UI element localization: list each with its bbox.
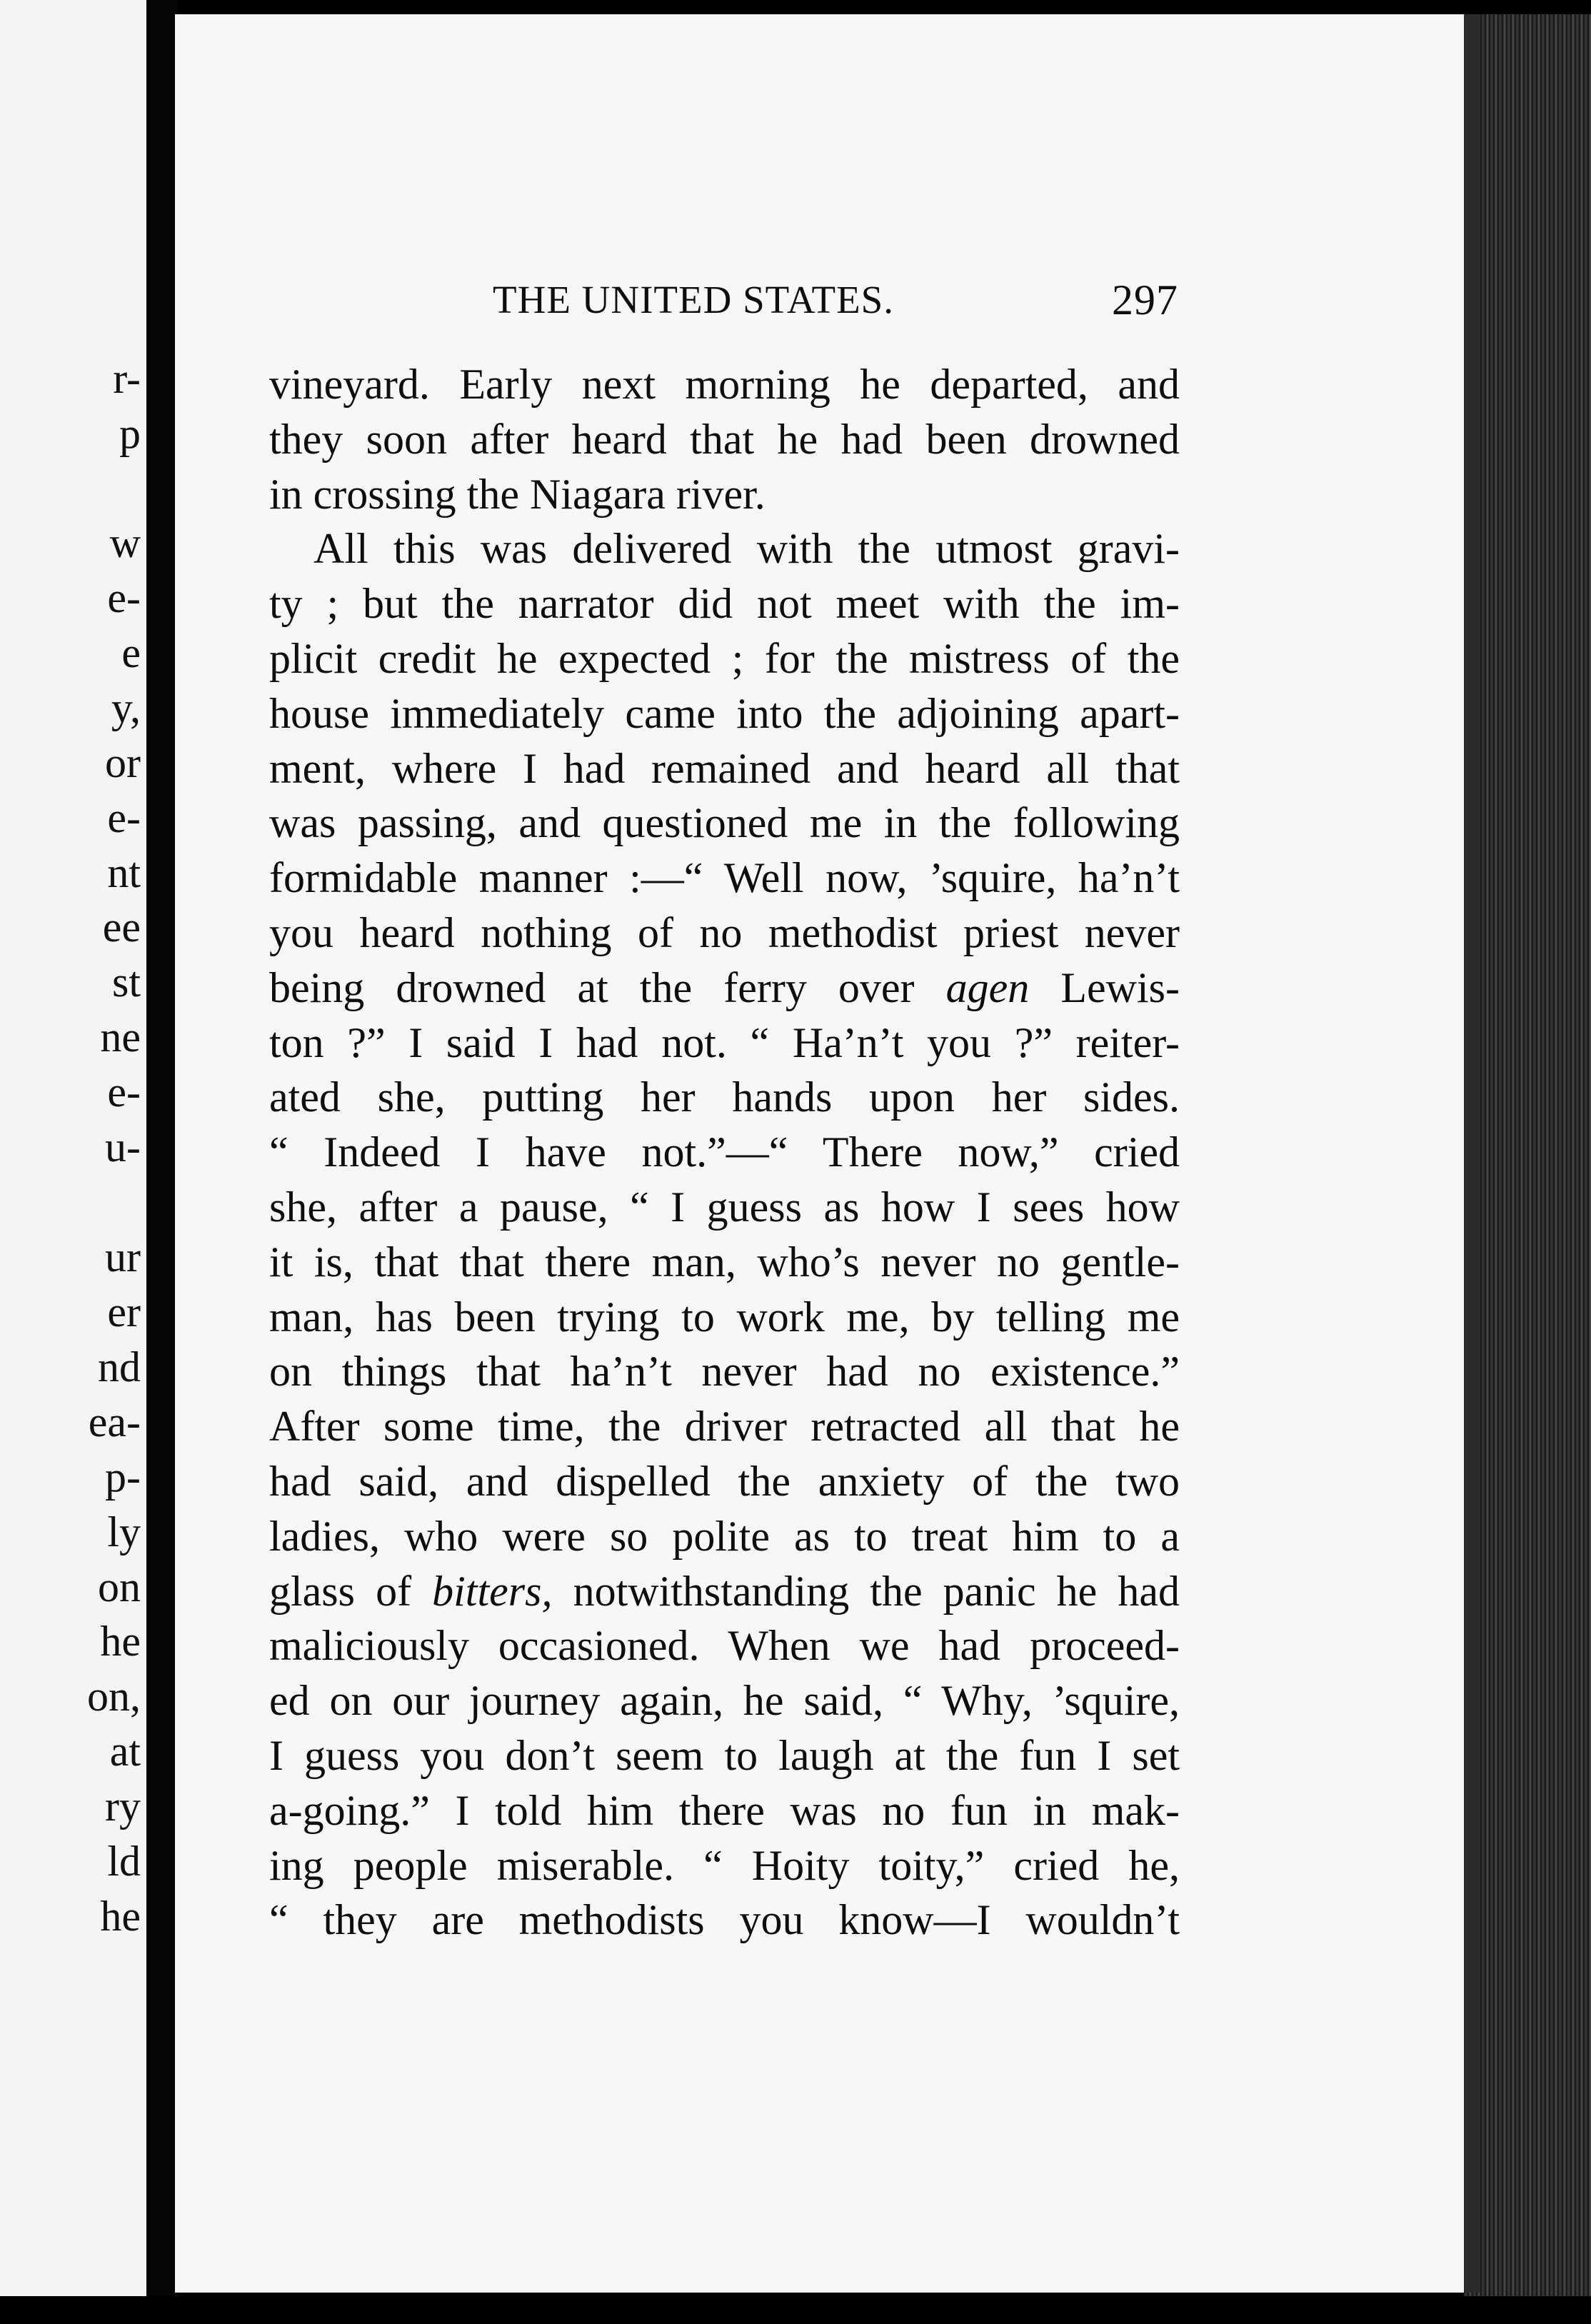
text-line: it is, that that there man, who’s never no gentle- (269, 1238, 1180, 1286)
text-segment: being drowned at the ferry over (269, 963, 915, 1011)
left-fragment: ea- (88, 1398, 141, 1446)
running-head (271, 271, 1178, 329)
text-line: a-going.” I told him there was no fun in mak- (269, 1786, 1180, 1834)
text-line: man, has been trying to work me, by telling me (269, 1293, 1180, 1341)
text-line: house immediately came into the adjoining apart- (269, 689, 1180, 737)
left-fragment: ld (107, 1838, 141, 1885)
text-line: ladies, who were so polite as to treat him to a (269, 1512, 1180, 1560)
left-fragment: ee (102, 903, 141, 951)
text-line: formidable manner :—“ Well now, ’squire, ha’n’t (269, 854, 1180, 902)
text-line: was passing, and questioned me in the following (269, 799, 1180, 847)
left-fragment: on (98, 1563, 141, 1611)
text-line: I guess you don’t seem to laugh at the fun I set (269, 1731, 1180, 1779)
text-line: she, after a pause, “ I guess as how I sees how (269, 1183, 1180, 1231)
left-fragment: er (107, 1288, 141, 1336)
left-fragment: or (105, 739, 141, 786)
text-line: After some time, the driver retracted all that he (269, 1403, 1180, 1451)
left-fragment: he (100, 1618, 141, 1665)
text-line: ing people miserable. “ Hoity toity,” cried he, (269, 1841, 1180, 1889)
left-fragment: e- (107, 574, 141, 621)
left-fragment: nt (107, 849, 141, 896)
text-line: ated she, putting her hands upon her sides. (269, 1073, 1180, 1121)
page-number: 297 (1112, 276, 1178, 324)
left-fragment: nd (98, 1343, 141, 1391)
text-line: All this was delivered with the utmost gravi- (313, 525, 1180, 573)
left-fragment: e- (107, 794, 141, 841)
page-edge-shadow (1464, 14, 1480, 2293)
left-fragment: st (111, 958, 141, 1006)
text-line: in crossing the Niagara river. (269, 470, 766, 518)
text-line: ton ?” I said I had not. “ Ha’n’t you ?” reiter- (269, 1018, 1180, 1066)
body-text (269, 357, 1180, 1948)
text-line: on things that ha’n’t never had no existence.” (269, 1348, 1180, 1396)
left-fragment: ly (107, 1508, 141, 1556)
left-fragment: w (109, 519, 141, 566)
page-edges (1464, 14, 1591, 2324)
left-fragment: r- (113, 355, 141, 402)
text-line: plicit credit he expected ; for the mistress of the (269, 634, 1180, 682)
text-line: ment, where I had remained and heard all that (269, 744, 1180, 792)
left-fragment: e- (107, 1068, 141, 1116)
left-fragment: ry (105, 1783, 141, 1830)
italic-word: agen (945, 963, 1030, 1011)
left-facing-page (0, 0, 146, 2296)
running-title: THE UNITED STATES. (493, 278, 895, 321)
left-fragment: he (100, 1893, 141, 1940)
book-gutter (146, 0, 179, 2324)
left-fragment: e (121, 629, 141, 676)
italic-word: bitters, (432, 1567, 553, 1615)
text-line: ed on our journey again, he said, “ Why, ’squire, (269, 1677, 1180, 1725)
text-line: you heard nothing of no methodist priest never (269, 908, 1180, 956)
scan-bottom-border (0, 2296, 1591, 2324)
text-segment: notwithstanding the panic he had (573, 1567, 1180, 1615)
left-fragment: ne (100, 1013, 141, 1061)
text-line (269, 1564, 1180, 1619)
text-line: “ Indeed I have not.”—“ There now,” cried (269, 1128, 1180, 1176)
text-segment: glass of (269, 1567, 412, 1615)
left-page-text-fragments (0, 0, 146, 2296)
text-line: vineyard. Early next morning he departed, and (269, 361, 1180, 408)
left-fragment: p- (105, 1453, 141, 1501)
text-segment: Lewis- (1060, 963, 1180, 1011)
left-fragment: u- (105, 1123, 141, 1171)
left-fragment: p (119, 410, 141, 457)
text-line: ty ; but the narrator did not meet with the im- (269, 580, 1180, 628)
text-line: had said, and dispelled the anxiety of the two (269, 1457, 1180, 1505)
left-fragment: y, (111, 684, 141, 731)
left-fragment: ur (105, 1233, 141, 1281)
left-fragment: on, (87, 1673, 141, 1720)
text-line: they soon after heard that he had been drowned (269, 415, 1180, 463)
text-line: maliciously occasioned. When we had proceed- (269, 1622, 1180, 1670)
left-fragment: at (109, 1728, 141, 1775)
text-line: “ they are methodists you know—I wouldn’t (269, 1896, 1180, 1944)
text-line (269, 961, 1180, 1016)
